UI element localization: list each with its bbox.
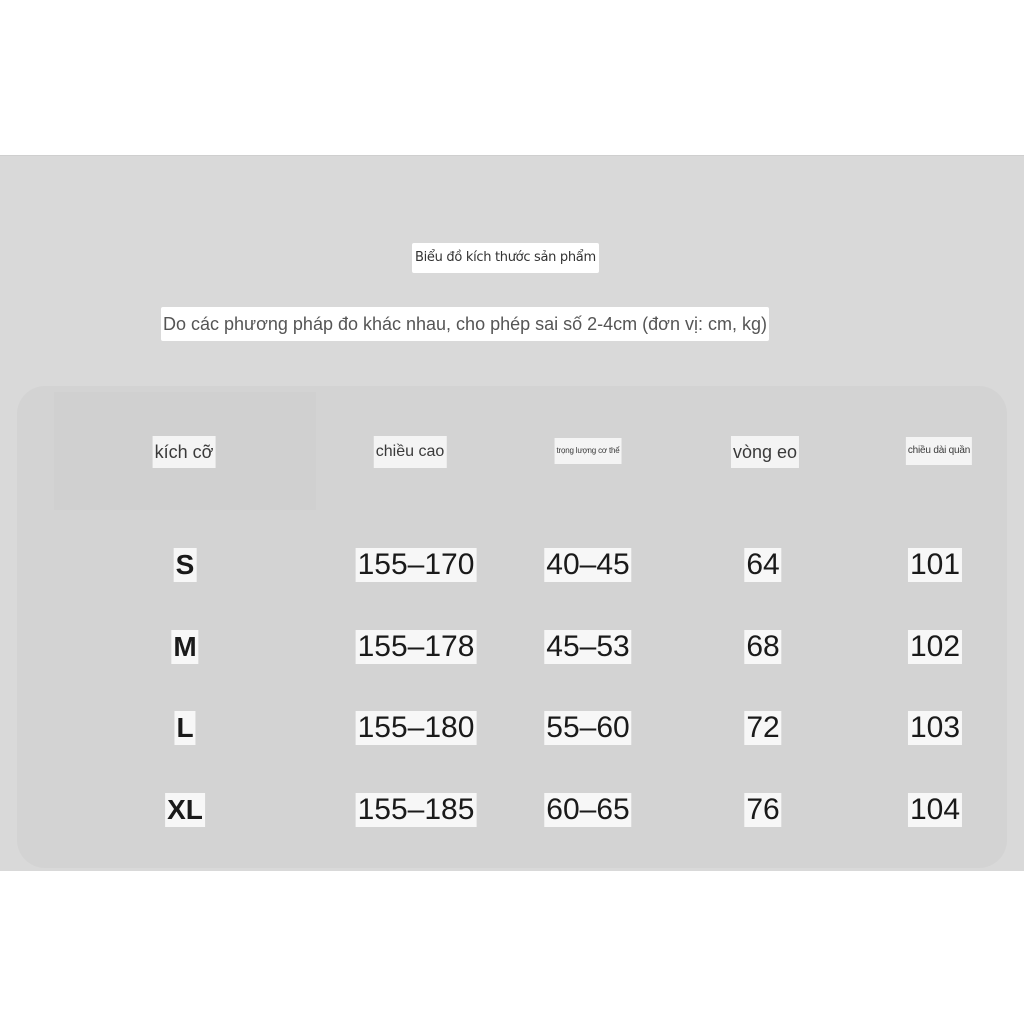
header-waist: vòng eo <box>731 436 799 468</box>
chart-title: Biểu đồ kích thước sản phẩm <box>412 243 599 273</box>
row-s-weight: 40–45 <box>546 548 630 581</box>
row-m-pants-length: 102 <box>909 630 961 663</box>
row-xl-height: 155–185 <box>357 793 475 826</box>
row-m-size: M <box>173 631 197 662</box>
row-l-pants-length: 103 <box>909 711 961 744</box>
chart-subtitle: Do các phương pháp đo khác nhau, cho phép sai số 2-4cm (đơn vị: cm, kg) <box>161 307 769 341</box>
header-weight: trọng lượng cơ thể <box>555 438 622 464</box>
row-s-size: S <box>175 549 195 580</box>
row-xl-waist: 76 <box>746 793 780 826</box>
row-s-waist: 64 <box>746 548 780 581</box>
row-l-weight: 55–60 <box>546 711 630 744</box>
header-size: kích cỡ <box>153 436 216 468</box>
row-xl-size: XL <box>167 794 203 825</box>
row-m-weight: 45–53 <box>546 630 630 663</box>
header-pants-length: chiều dài quần <box>906 437 972 465</box>
row-m-waist: 68 <box>746 630 780 663</box>
row-xl-pants-length: 104 <box>909 793 961 826</box>
row-l-waist: 72 <box>746 711 780 744</box>
row-l-height: 155–180 <box>357 711 475 744</box>
row-m-height: 155–178 <box>357 630 475 663</box>
row-s-height: 155–170 <box>357 548 475 581</box>
row-xl-weight: 60–65 <box>546 793 630 826</box>
row-l-size: L <box>176 712 194 743</box>
header-height: chiều cao <box>374 436 447 468</box>
row-s-pants-length: 101 <box>909 548 961 581</box>
